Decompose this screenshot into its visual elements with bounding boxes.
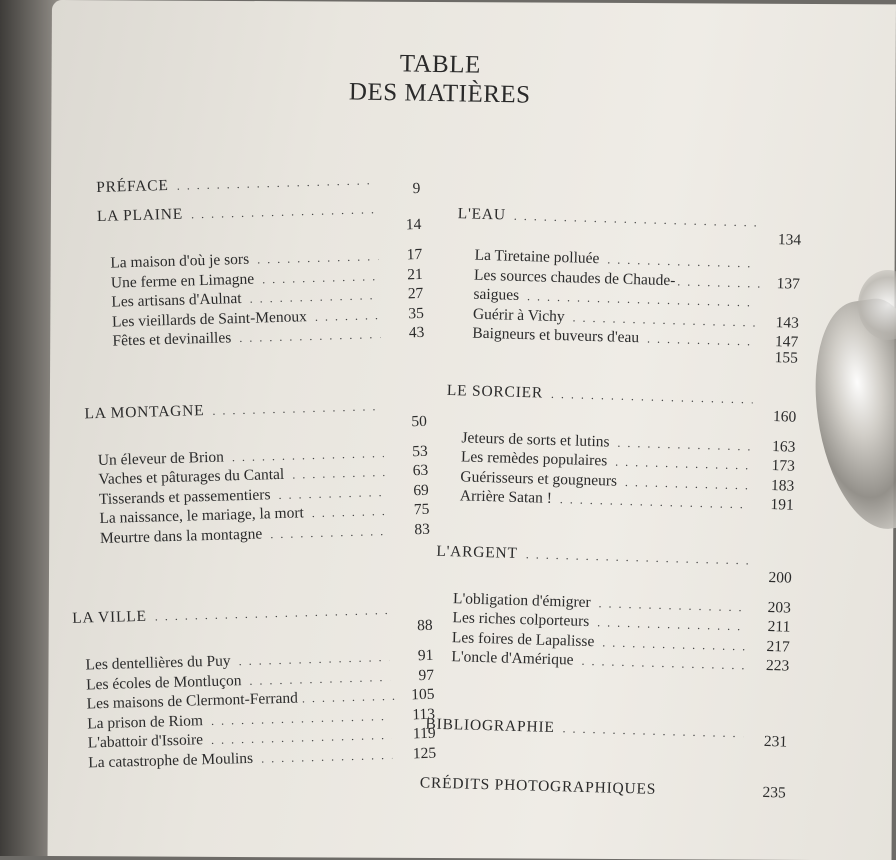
toc-entry: Les riches colporteurs . . . 211 [452, 609, 790, 638]
toc-heading-page: 88 [416, 616, 433, 635]
toc-items [98, 246, 425, 353]
toc-entry: La catastrophe de Moulins . . . 125 [88, 744, 436, 773]
toc-entry: CRÉDITS PHOTOGRAPHIQUES 235 [419, 773, 786, 802]
toc-entry: Meurtre dans la montagne . . . 83 [100, 520, 430, 549]
toc-entry: Guérisseurs et gougneurs . . . 183 [460, 468, 794, 497]
title-line-2: DES MATIÈRES [348, 78, 531, 109]
toc-heading-page: 160 [772, 407, 797, 426]
toc-entry: La Tiretaine polluée . . . [474, 247, 800, 276]
section-l-eau [454, 205, 802, 365]
toc-entry: BIBLIOGRAPHIE . . . 231 [425, 715, 787, 744]
toc-entry: L'obligation d'émigrer . . . 203 [453, 590, 791, 619]
toc-entry: Les dentellières du Puy . . . 91 [85, 647, 433, 676]
toc-entry: Un éleveur de Brion . . . 53 [98, 442, 428, 471]
toc-items [454, 246, 801, 365]
toc-entry: Guérir à Vichy . . . 143 [473, 305, 799, 334]
toc-entry: Les maisons de Clermont-Ferrand . . . 105 [86, 686, 434, 715]
toc-items [73, 647, 436, 774]
toc-heading-page: 14 [405, 215, 422, 234]
toc-heading: L'EAU . . . [457, 205, 801, 234]
toc-heading: LA PLAINE . . . [97, 199, 421, 227]
toc-heading-page: 134 [777, 231, 802, 249]
toc-entry: PRÉFACE . . . 9 [96, 170, 420, 198]
toc-entry: La naissance, le mariage, la mort . . . 75 [99, 501, 429, 530]
toc-entry: L'oncle d'Amérique . . . 223 [451, 648, 789, 677]
toc-items [86, 442, 431, 549]
toc-items [433, 589, 791, 677]
section-la-ville [72, 600, 436, 774]
toc-entry: Les foires de Lapalisse . . . 217 [452, 629, 790, 658]
toc-entry: L'abattoir d'Issoire . . . 119 [87, 725, 435, 754]
toc-items [444, 428, 796, 516]
title-line-1: TABLE [399, 50, 481, 79]
toc-entry: Arrière Satan ! . . . 191 [460, 487, 794, 516]
page-title [310, 48, 571, 111]
toc-heading: LA VILLE . . . [72, 600, 432, 629]
toc-entry: Fêtes et devinailles . . . 43 [112, 324, 424, 352]
toc-entry: Baigneurs et buveurs d'eau . . . 147 [472, 325, 798, 354]
section-la-plaine [97, 199, 425, 352]
toc-entry: Jeteurs de sorts et lutins . . . 163 [461, 429, 795, 458]
toc-entry: Les écoles de Montluçon . . . 97 [86, 666, 434, 695]
toc-entry-extra-page: 155 [774, 348, 799, 367]
toc-entry: Vaches et pâturages du Cantal . . . 63 [98, 462, 428, 491]
toc-entry: Les sources chaudes de Chaude- . . . 137 [474, 266, 800, 295]
toc-entry: Les artisans d'Aulnat . . . 27 [111, 285, 423, 313]
toc-heading: L'ARGENT . . . [436, 542, 792, 571]
toc-entry-continued: saigues . . . [473, 286, 799, 315]
toc-entry: Les vieillards de Saint-Menoux . . . 35 [112, 304, 424, 332]
section-la-montagne [84, 395, 430, 549]
toc-entry: La maison d'où je sors . . . 17 [110, 246, 422, 274]
toc-entry: La prison de Riom . . . 113 [87, 705, 435, 734]
toc-entry: Les remèdes populaires . . . 173 [461, 448, 795, 477]
toc-entry: Tisserands et passementiers . . . 69 [99, 481, 429, 510]
section-le-sorcier [444, 381, 797, 516]
toc-heading-page: 50 [411, 412, 428, 430]
toc-heading-page: 200 [768, 568, 792, 587]
toc-left-column [60, 170, 436, 774]
section-l-argent [433, 542, 792, 677]
toc-heading: LE SORCIER . . . [447, 381, 797, 410]
toc-entry: Une ferme en Limagne . . . 21 [111, 265, 423, 293]
section-bibliographie [425, 714, 788, 751]
toc-heading: LA MONTAGNE . . . [84, 395, 426, 424]
